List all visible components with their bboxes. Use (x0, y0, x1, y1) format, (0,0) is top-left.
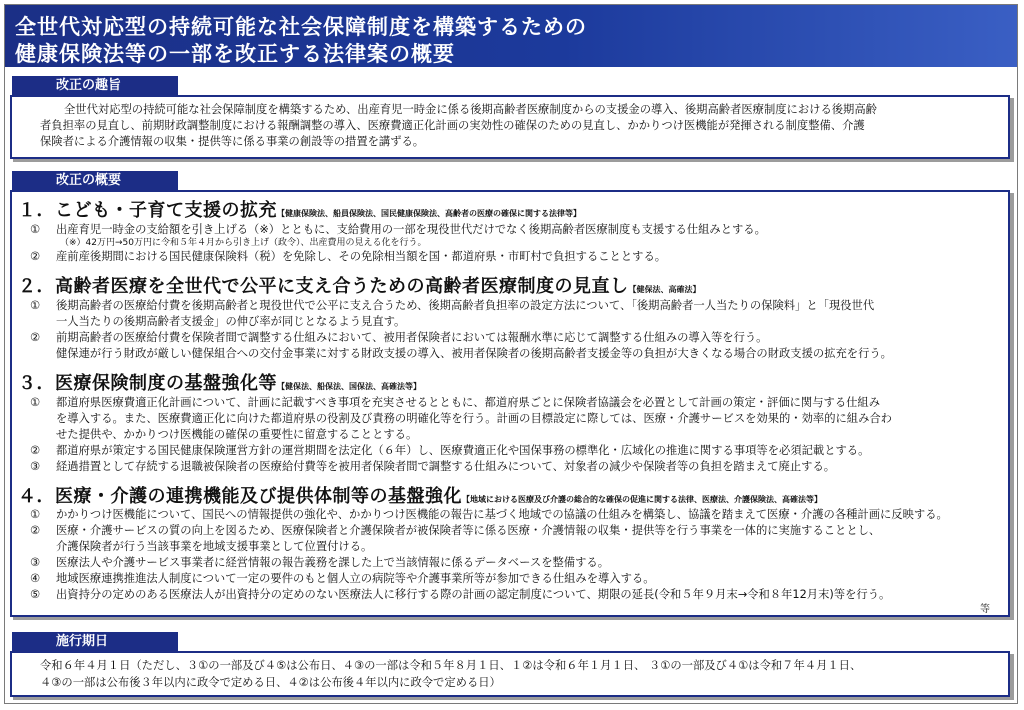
purpose-tab: 改正の趣旨 (12, 76, 178, 95)
section-heading: ４．医療・介護の連携機能及び提供体制等の基盤強化 (18, 486, 462, 507)
list-item: ② 前期高齢者の医療給付費を保険者間で調整する仕組みにおいて、被用者保険者においては報酬水準に応じて調整する仕組みの導入等を行う。 (30, 331, 768, 344)
section-3-heading (18, 369, 421, 395)
section-laws: 【健保法、船保法、国保法、高確法等】 (277, 382, 421, 391)
list-item: ④ 地域医療連携推進法人制度について一定の要件のもと個人立の病院等や介護事業所等が参加できる仕組みを導入する。 (30, 572, 655, 585)
list-item: ① 出産育児一時金の支給額を引き上げる（※）とともに、支給費用の一部を現役世代だけでなく後期高齢者医療制度も支援する仕組みとする。 (30, 223, 766, 236)
outline-tab: 改正の概要 (12, 171, 178, 190)
section-2-heading (18, 272, 701, 298)
effective-line: ４③の一部は公布後３年以内に政令で定める日、４②は公布後４年以内に政令で定める日） (40, 676, 501, 689)
section-laws: 【健康保険法、船員保険法、国民健康保険法、高齢者の医療の確保に関する法律等】 (277, 209, 581, 218)
section-laws: 【地域における医療及び介護の総合的な確保の促進に関する法律、医療法、介護保険法、高確法等】 (462, 495, 822, 504)
list-item-cont: 一人当たりの後期高齢者支援金」の伸び率が同じとなるよう見直す。 (56, 315, 406, 328)
purpose-line: 全世代対応型の持続可能な社会保障制度を構築するため、出産育児一時金に係る後期高齢者医療制度からの支援金の導入、後期高齢者医療制度における後期高齢 (64, 103, 877, 116)
effective-tab: 施行期日 (12, 632, 178, 651)
list-item-cont: 健保連が行う財政が厳しい健保組合への交付金事業に対する財政支援の導入、被用者保険者の後期高齢者支援金等の負担が大きくなる場合の財政支援の拡充を行う。 (56, 347, 892, 360)
page-title-line2: 健康保険法等の一部を改正する法律案の概要 (15, 42, 455, 66)
page-title-line1: 全世代対応型の持続可能な社会保障制度を構築するための (15, 15, 587, 39)
purpose-line: 保険者による介護情報の収集・提供等に係る事業の創設等の措置を講ずる。 (40, 135, 425, 148)
list-item: ② 医療・介護サービスの質の向上を図るため、医療保険者と介護保険者が被保険者等に係る医療・介護情報の収集・提供等を行う事業を一体的に実施することとし、 (30, 524, 881, 537)
section-4-heading (18, 482, 822, 508)
list-item: ① 都道府県医療費適正化計画について、計画に記載すべき事項を充実させるとともに、都道府県ごとに保険者協議会を必置として計画の策定・評価に関与する仕組み (30, 396, 881, 409)
list-item-cont: 介護保険者が行う当該事業を地域支援事業として位置付ける。 (56, 540, 373, 553)
list-item: ⑤ 出資持分の定めのある医療法人が出資持分の定めのない医療法人に移行する際の計画の認定制度について、期限の延長(令和５年９月末→令和８年12月末)等を行う。 (30, 588, 891, 601)
effective-line: 令和６年４月１日（ただし、３①の一部及び４⑤は公布日、４③の一部は令和５年８月１日、１②は令和６年１月１日、 ３①の一部及び４①は令和７年４月１日、 (40, 659, 862, 672)
list-item: ③ 経過措置として存続する退職被保険者の医療給付費等を被用者保険者間で調整する仕組みについて、対象者の減少や保険者等の負担を踏まえて廃止する。 (30, 460, 836, 473)
title-banner (5, 5, 1017, 67)
section-heading: ３．医療保険制度の基盤強化等 (18, 373, 277, 394)
list-item-cont: を導入する。また、医療費適正化に向けた都道府県の役割及び責務の明確化等を行う。計画の目標設定に際しては、医療・介護サービスを効果的・効率的に組み合わ (56, 412, 892, 425)
section-1-heading (18, 196, 581, 222)
list-item: ③ 医療法人や介護サービス事業者に経営情報の報告義務を課した上で当該情報に係るデータベースを整備する。 (30, 556, 609, 569)
list-item: ① 後期高齢者の医療給付費を後期高齢者と現役世代で公平に支え合うため、後期高齢者負担率の設定方法について、「後期高齢者一人当たりの保険料」と「現役世代 (30, 299, 875, 312)
section-heading: ２．高齢者医療を全世代で公平に支え合うための高齢者医療制度の見直し (18, 276, 629, 297)
etc-label: 等 (980, 604, 990, 615)
list-item: ② 都道府県が策定する国民健康保険運営方針の運営期間を法定化（６年）し、医療費適正化や国保事務の標準化・広域化の推進に関する事項等を必須記載とする。 (30, 444, 870, 457)
list-item-note: （※）42万円→50万円に令和５年４月から引き上げ（政令）、出産費用の見える化を行う。 (60, 238, 427, 248)
section-laws: 【健保法、高確法】 (628, 285, 701, 294)
list-item: ① かかりつけ医機能について、国民への情報提供の強化や、かかりつけ医機能の報告に基づく地域での協議の仕組みを構築し、協議を踏まえて医療・介護の各種計画に反映する。 (30, 508, 948, 521)
list-item: ② 産前産後期間における国民健康保険料（税）を免除し、その免除相当額を国・都道府県・市町村で負担することとする。 (30, 250, 667, 263)
purpose-line: 者負担率の見直し、前期財政調整制度における報酬調整の導入、医療費適正化計画の実効性の確保のための見直し、かかりつけ医機能が発揮される制度整備、介護 (40, 119, 865, 132)
list-item-cont: せた提供や、かかりつけ医機能の確保の重要性に留意することとする。 (56, 428, 418, 441)
section-heading: １．こども・子育て支援の拡充 (18, 200, 277, 221)
